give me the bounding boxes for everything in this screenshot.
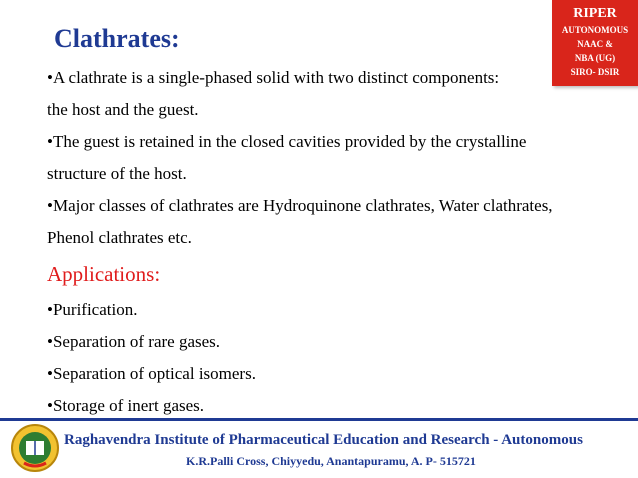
footer-address: K.R.Palli Cross, Chiyyedu, Anantapuramu, A. P- 515721 — [186, 454, 476, 468]
footer-institute-name: Raghavendra Institute of Pharmaceutical Education and Research - Autonomous — [64, 432, 583, 448]
riper-badge — [552, 0, 638, 86]
body-line: structure of the host. — [47, 164, 187, 183]
body-line: •A clathrate is a single-phased solid with two distinct components: — [47, 68, 500, 87]
body-line: Phenol clathrates etc. — [47, 228, 192, 247]
badge-line: SIRO- DSIR — [570, 67, 620, 77]
badge-line: AUTONOMOUS — [561, 25, 629, 35]
institute-logo-icon — [10, 423, 60, 473]
badge-line: NAAC & — [577, 39, 613, 49]
application-item: •Storage of inert gases. — [47, 396, 205, 415]
application-item: •Separation of rare gases. — [47, 332, 221, 351]
application-item: •Purification. — [47, 300, 138, 319]
body-line: •The guest is retained in the closed cavities provided by the crystalline — [47, 132, 527, 151]
applications-heading: Applications: — [47, 262, 161, 286]
application-item: •Separation of optical isomers. — [47, 364, 256, 383]
badge-name: RIPER — [573, 6, 617, 21]
body-line: •Major classes of clathrates are Hydroquinone clathrates, Water clathrates, — [47, 196, 553, 215]
body-line: the host and the guest. — [47, 100, 199, 119]
slide-title: Clathrates: — [54, 24, 180, 53]
footer-divider — [0, 418, 638, 421]
badge-line: NBA (UG) — [574, 53, 616, 63]
